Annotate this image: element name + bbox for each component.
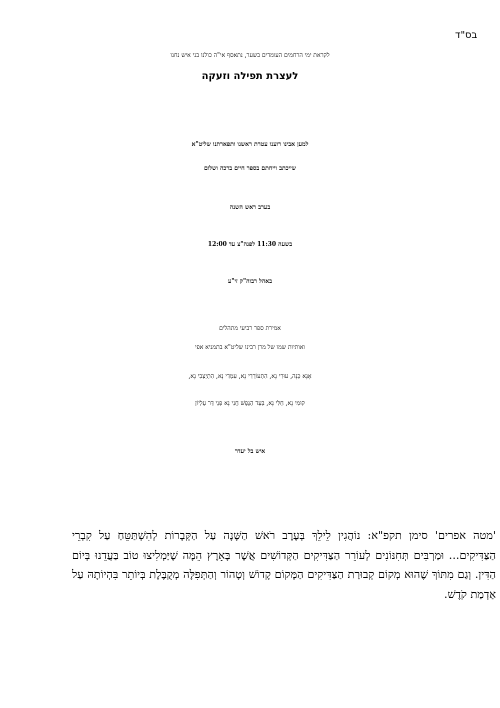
page-title: לעצרת תפילה וזעקה [201, 71, 299, 82]
bsd-header: בס"ד [455, 30, 478, 41]
subtitle-line-2: שייכתב וייחתם בספר חיים ברכה ושלום [203, 165, 296, 172]
intro-line: לקראת ימי הרחמים העומדים בשער, נתאסף אי"ה כולנו בני איש נחנו [170, 52, 330, 59]
event-place: באהל רבוה"ק זי"ע [227, 278, 273, 285]
recitation-line-1: אמירת ספר רביעי מתהלים [219, 325, 281, 332]
closing-call: איש בל יעדר [234, 448, 266, 455]
event-time: בשעה 11:30 לפנה"צ עד 12:00 [207, 241, 293, 248]
source-quote: 'מטה אפרים' סימן תקפ"א: נוֹהֲגִין לֵילֵךְ בְּעֶרֶב רֹאשׁ הַשָּׁנָה עַל הַקְּבָרוֹת לְהִשְׁתַּטֵּחַ עַל קִבְרֵי הַצַּדִּיקִים... וּמַרְבִּים תְּחִנּוֹנִים לְעוֹרֵר הַצַּדִּיקִים הַקְּדוֹשִׁים אֲשֶׁר בָּאָרֶץ הֵמָּה שֶׁיַּמְלִיצוּ טוֹב בַּעֲדֵנוּ בְּיוֹם הַדִּין. וְגַם מִתּוֹךְ שֶׁהוּא מְקוֹם קְבוּרַת הַצַּדִּיקִים הַמָּקוֹם קָדוֹשׁ וְטָהוֹר וְהַתְּפִלָּה מְקֻבֶּלֶת בְּיוֹתֵר בִּהְיוֹתָהּ עַל אַדְמַת קֹדֶשׁ. [72, 529, 496, 601]
subtitle-line-1: למען אבינו רוענו עטרת ראשנו ותפארתנו שליט"א [191, 141, 309, 148]
recitation-line-2: ואותיות שמו של מרן רבינו שליט"א בתמניא אפי [195, 344, 305, 351]
event-date: בערב ראש השנה [229, 204, 271, 211]
prayer-line-1: אָנָּא כַּנָּה, עוּרִי נָא, הִתְעוֹרְרִי נָא, עִמְדִי נָא, הִתְיַצְּבִי נָא, [188, 373, 312, 380]
prayer-line-2: קוּמִי נָא, חַלִּי נָא, בְּעַד הַנֶּפֶשׁ חֲנִי נָא פְּנֵי דַּר עֶלְיוֹן [195, 400, 305, 407]
